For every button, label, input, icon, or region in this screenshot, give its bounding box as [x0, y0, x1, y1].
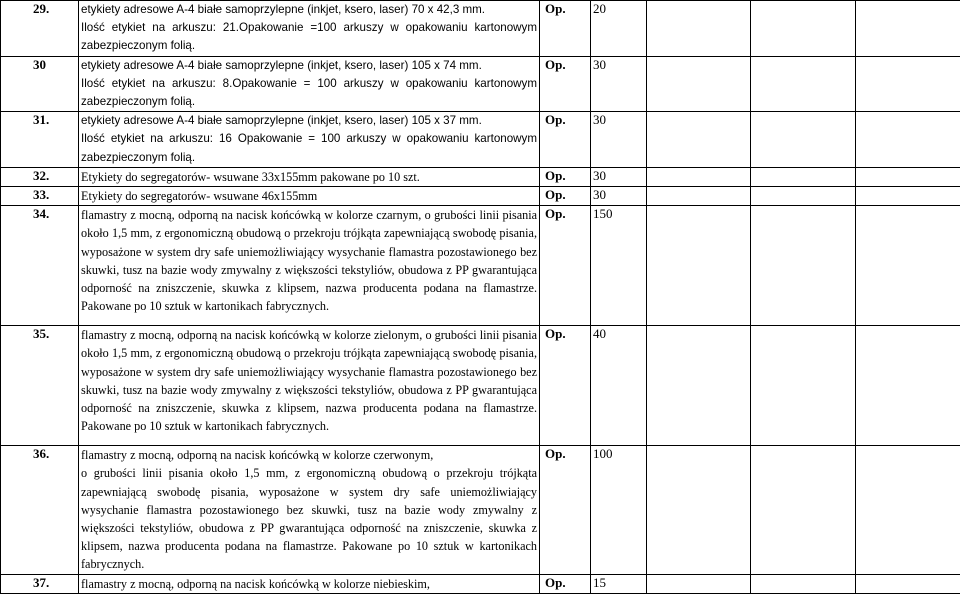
item-quantity: 15	[591, 574, 647, 593]
item-description-cell	[79, 574, 540, 593]
item-quantity: 30	[591, 167, 647, 186]
table-row	[1, 112, 960, 168]
value-cell	[751, 326, 856, 446]
table-row	[1, 326, 960, 446]
price-cell	[647, 206, 751, 326]
value-cell	[751, 187, 856, 206]
item-number: 33.	[1, 187, 79, 206]
extra-cell	[856, 1, 960, 57]
value-cell	[751, 206, 856, 326]
item-unit: Op.	[540, 56, 591, 112]
item-quantity: 40	[591, 326, 647, 446]
item-description-cell	[79, 167, 540, 186]
price-cell	[647, 56, 751, 112]
item-unit: Op.	[540, 326, 591, 446]
price-cell	[647, 167, 751, 186]
item-description-cell	[79, 446, 540, 574]
item-description: flamastry z mocną, odporną na nacisk końcówką w kolorze niebieskim,	[79, 575, 539, 593]
item-number: 37.	[1, 574, 79, 593]
item-description: flamastry z mocną, odporną na nacisk końcówką w kolorze czerwonym, o grubości linii pisania około 1,5 mm, z ergonomiczną obudową o przekroju trójkąta zapewniającą swobodę pisania, wyposażone w system dry safe uniemożliwiający wysychanie flamastra pozostawionego bez skuwki, tusz na bazie wody zmywalny z większości tekstyliów, obudowa z PP gwarantująca odporność na zniszczenie, skuwka z klipsem, nazwa producenta podana na flamastrze. Pakowane po 10 sztuk w kartonikach fabrycznych.	[79, 446, 539, 573]
extra-cell	[856, 167, 960, 186]
item-description-cell	[79, 206, 540, 326]
item-description: flamastry z mocną, odporną na nacisk końcówką w kolorze zielonym, o grubości linii pisania około 1,5 mm, z ergonomiczną obudową o przekroju trójkąta zapewniającą swobodę pisania, wyposażone w system dry safe uniemożliwiający wysychanie flamastra pozostawionego bez skuwki, tusz na bazie wody zmywalny z większości tekstyliów, obudowa z PP gwarantująca odporność na zniszczenie, skuwka z klipsem, nazwa producenta podana na flamastrze. Pakowane po 10 sztuk w kartonikach fabrycznych.	[79, 326, 539, 435]
value-cell	[751, 574, 856, 593]
item-quantity: 20	[591, 1, 647, 57]
item-number: 34.	[1, 206, 79, 326]
item-description: Etykiety do segregatorów- wsuwane 46x155mm	[79, 187, 539, 205]
item-unit: Op.	[540, 446, 591, 574]
item-quantity: 100	[591, 446, 647, 574]
extra-cell	[856, 574, 960, 593]
item-unit: Op.	[540, 574, 591, 593]
item-number: 36.	[1, 446, 79, 574]
item-description: etykiety adresowe A-4 białe samoprzylepne (inkjet, ksero, laser) 105 x 37 mm. Ilość etykiet na arkuszu: 16 Opakowanie = 100 arkuszy w opakowaniu kartonowym zabezpieczonym folią.	[79, 112, 539, 167]
item-number: 29.	[1, 1, 79, 57]
item-unit: Op.	[540, 187, 591, 206]
table-row	[1, 187, 960, 206]
extra-cell	[856, 446, 960, 574]
item-description-cell	[79, 187, 540, 206]
item-description: etykiety adresowe A-4 białe samoprzylepne (inkjet, ksero, laser) 70 x 42,3 mm. Ilość etykiet na arkuszu: 21.Opakowanie =100 arkuszy w opakowaniu kartonowym zabezpieczonym folią.	[79, 1, 539, 56]
item-description: etykiety adresowe A-4 białe samoprzylepne (inkjet, ksero, laser) 105 x 74 mm. Ilość etykiet na arkuszu: 8.Opakowanie = 100 arkuszy w opakowaniu kartonowym zabezpieczonym folią.	[79, 57, 539, 112]
item-description-cell	[79, 326, 540, 446]
table-row	[1, 56, 960, 112]
table-row	[1, 167, 960, 186]
value-cell	[751, 112, 856, 168]
extra-cell	[856, 187, 960, 206]
price-cell	[647, 187, 751, 206]
item-quantity: 30	[591, 56, 647, 112]
value-cell	[751, 1, 856, 57]
price-cell	[647, 326, 751, 446]
item-unit: Op.	[540, 1, 591, 57]
item-number: 32.	[1, 167, 79, 186]
value-cell	[751, 167, 856, 186]
extra-cell	[856, 56, 960, 112]
extra-cell	[856, 326, 960, 446]
price-cell	[647, 446, 751, 574]
item-description-cell	[79, 1, 540, 57]
item-quantity: 30	[591, 187, 647, 206]
item-quantity: 150	[591, 206, 647, 326]
price-cell	[647, 574, 751, 593]
price-cell	[647, 1, 751, 57]
item-unit: Op.	[540, 167, 591, 186]
table-row	[1, 446, 960, 574]
value-cell	[751, 446, 856, 574]
item-number: 30	[1, 56, 79, 112]
item-description-cell	[79, 56, 540, 112]
item-unit: Op.	[540, 206, 591, 326]
item-quantity: 30	[591, 112, 647, 168]
item-number: 35.	[1, 326, 79, 446]
price-cell	[647, 112, 751, 168]
extra-cell	[856, 112, 960, 168]
item-description: Etykiety do segregatorów- wsuwane 33x155mm pakowane po 10 szt.	[79, 168, 539, 186]
item-description: flamastry z mocną, odporną na nacisk końcówką w kolorze czarnym, o grubości linii pisania około 1,5 mm, z ergonomiczną obudową o przekroju trójkąta zapewniającą swobodę pisania, wyposażone w system dry safe uniemożliwiający wysychanie flamastra pozostawionego bez skuwki, tusz na bazie wody zmywalny z większości tekstyliów, obudowa z PP gwarantująca odporność na zniszczenie, skuwka z klipsem, nazwa producenta podana na flamastrze. Pakowane po 10 sztuk w kartonikach fabrycznych.	[79, 206, 539, 315]
extra-cell	[856, 206, 960, 326]
item-description-cell	[79, 112, 540, 168]
item-number: 31.	[1, 112, 79, 168]
item-unit: Op.	[540, 112, 591, 168]
value-cell	[751, 56, 856, 112]
table-row	[1, 206, 960, 326]
table-row	[1, 1, 960, 57]
table-row	[1, 574, 960, 593]
